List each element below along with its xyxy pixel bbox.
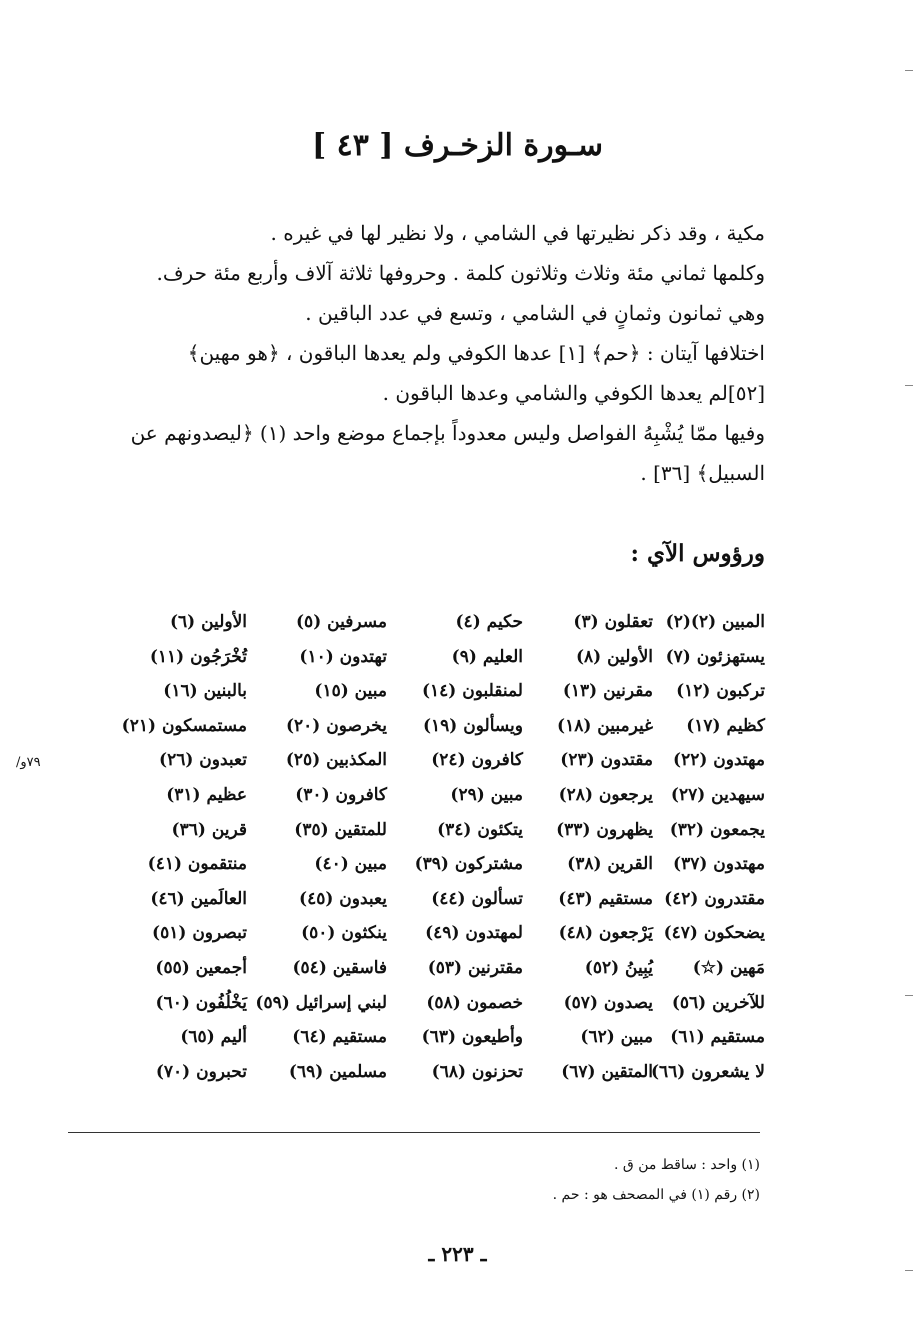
verse-ending: فاسقين (٥٤) <box>292 958 387 978</box>
verse-ending: يصدون (٥٧) <box>563 992 653 1013</box>
verse-ending: مستقيم (٦١) <box>670 1027 765 1048</box>
verse-ending: كافرون (٣٠) <box>295 785 387 805</box>
verse-ending: خصمون (٥٨) <box>426 992 523 1013</box>
intro-paragraph <box>65 213 765 493</box>
verse-ending: تحبرون (٧٠) <box>155 1061 247 1082</box>
verse-ending: وأطيعون (٦٣) <box>421 1027 523 1048</box>
verse-ending: أجمعين (٥٥) <box>155 958 247 978</box>
verse-ending: لا يشعرون (٦٦) <box>650 1061 765 1082</box>
intro-line: وفيها ممّا يُشْبِهُ الفواصل وليس معدوداً بإجماع موضع واحد (١) ﴿ليصدونهم عن <box>130 421 765 445</box>
verse-ending: تهتدون (١٠) <box>299 646 387 667</box>
verse-row <box>0 785 915 819</box>
verse-row <box>0 923 915 957</box>
verse-ending: مهتدون (٣٧) <box>673 854 765 875</box>
verse-ending: للمتقين (٣٥) <box>294 819 387 840</box>
verse-ending: مبين (٦٢) <box>580 1027 653 1048</box>
verse-ending: مقرنين (١٣) <box>562 681 653 702</box>
verse-ending: العليم (٩) <box>451 646 523 667</box>
intro-line: وكلمها ثماني مئة وثلاث وثلاثون كلمة . وحروفها ثلاثة آلاف وأربع مئة حرف. <box>156 261 765 285</box>
verse-ending: يَرْجعون (٤٨) <box>558 923 653 944</box>
verse-ending: يجمعون (٣٢) <box>669 819 765 840</box>
page-number: ـ ٢٢٣ ـ <box>428 1242 487 1266</box>
verse-ending: مبين (٢٩) <box>450 785 523 805</box>
verse-row <box>0 820 915 854</box>
footnote: (١) واحد : ساقط من ق . <box>614 1157 760 1173</box>
intro-line: اختلافها آيتان : ﴿حم﴾ [١] عدها الكوفي ولم يعدها الباقون ، ﴿هو مهين﴾ <box>187 341 765 365</box>
verse-ending: مقتدرون (٤٢) <box>664 888 765 909</box>
verse-ending: غيرمبين (١٨) <box>557 715 653 736</box>
footnote-divider <box>68 1132 760 1133</box>
footnote: (٢) رقم (١) في المصحف هو : حم . <box>552 1187 760 1203</box>
verse-ending: مبين (٤٠) <box>314 854 387 875</box>
verse-ending: يضحكون (٤٧) <box>663 923 765 944</box>
intro-line: السبيل﴾ [٣٦] . <box>640 461 765 485</box>
verse-ending: مستمسكون (٢١) <box>121 715 247 736</box>
verse-ending: تحزنون (٦٨) <box>431 1061 523 1082</box>
verse-ending: عظيم (٣١) <box>166 785 247 805</box>
verse-ending: مقترنين (٥٣) <box>427 958 523 978</box>
verse-row <box>0 612 915 646</box>
verse-ending: لمهتدون (٤٩) <box>425 923 523 944</box>
verse-ending: المكذبين (٢٥) <box>285 750 387 771</box>
verse-row <box>0 681 915 715</box>
verse-ending: لمنقلبون (١٤) <box>421 681 523 702</box>
verses-heading: ورؤوس الآي : <box>630 540 765 567</box>
intro-line: مكية ، وقد ذكر نظيرتها في الشامي ، ولا نظير لها في غيره . <box>270 221 765 245</box>
verse-ending: مسرفين (٥) <box>296 612 387 632</box>
verse-ending: المتقين (٦٧) <box>561 1061 653 1082</box>
edge-mark <box>905 70 913 71</box>
verse-ending: يستهزئون (٧) <box>665 646 765 667</box>
verse-row <box>0 750 915 784</box>
margin-note: /٧٩و <box>16 755 41 770</box>
verse-ending: القرين (٣٨) <box>567 854 653 875</box>
verse-row <box>0 1062 915 1096</box>
verse-ending: مستقيم (٦٤) <box>292 1027 387 1048</box>
verse-row <box>0 1027 915 1061</box>
verse-row <box>0 889 915 923</box>
verse-ending: حكيم (٤) <box>455 612 523 632</box>
verse-row <box>0 647 915 681</box>
verse-ending: يُبِينُ (٥٢) <box>584 958 653 978</box>
verse-ending: تعقلون (٣) <box>573 612 653 632</box>
verse-ending: يرجعون (٢٨) <box>558 785 653 805</box>
verse-ending: مشتركون (٣٩) <box>414 854 523 875</box>
verse-row <box>0 993 915 1027</box>
verse-ending: يظهرون (٣٣) <box>556 819 653 840</box>
verse-row <box>0 854 915 888</box>
verse-row <box>0 716 915 750</box>
verse-ending: يتكئون (٣٤) <box>437 819 523 840</box>
verse-ending: لبني إسرائيل (٥٩) <box>255 992 387 1013</box>
verse-ending: تبصرون (٥١) <box>152 923 247 944</box>
verse-ending: يخرصون (٢٠) <box>285 715 387 736</box>
verse-ending: مهتدون (٢٢) <box>673 750 765 771</box>
verse-ending: ينكثون (٥٠) <box>301 923 387 944</box>
verse-ending: الأولين (٦) <box>169 612 247 632</box>
verse-ending: كظيم (١٧) <box>686 715 765 736</box>
intro-line: [٥٢]لم يعدها الكوفي والشامي وعدها الباقون . <box>382 381 765 405</box>
verse-ending: مقتدون (٢٣) <box>560 750 653 771</box>
verse-ending: تسألون (٤٤) <box>431 888 523 909</box>
verse-ending: تُخْرَجُون (١١) <box>149 646 247 667</box>
verse-ending: يَخْلُفُون (٦٠) <box>155 992 247 1013</box>
edge-mark <box>905 385 913 386</box>
verse-ending: قرين (٣٦) <box>171 819 247 840</box>
verse-ending: سيهدين (٢٧) <box>670 785 765 805</box>
verse-ending: كافرون (٢٤) <box>431 750 523 771</box>
verse-ending: مبين (١٥) <box>314 681 387 702</box>
edge-mark <box>905 995 913 996</box>
verse-ending: بالبنين (١٦) <box>163 681 247 702</box>
verse-ending: مسلمين (٦٩) <box>288 1061 387 1082</box>
verse-ending: المبين (٢)(٢) <box>665 612 765 632</box>
verse-ending: يعبدون (٤٥) <box>299 888 387 909</box>
verse-ending: العالَمين (٤٦) <box>150 888 247 909</box>
verse-ending: مَهين (☆) <box>692 958 765 978</box>
verse-ending: أليم (٦٥) <box>180 1027 247 1048</box>
verse-ending: منتقمون (٤١) <box>147 854 247 875</box>
verse-row <box>0 958 915 992</box>
verse-ending: تركبون (١٢) <box>676 681 765 702</box>
verse-ending: مستقيم (٤٣) <box>558 888 653 909</box>
verse-ending: ويسألون (١٩) <box>422 715 523 736</box>
verse-ending: تعبدون (٢٦) <box>159 750 247 771</box>
edge-mark <box>905 1270 913 1271</box>
verse-ending: للآخرين (٥٦) <box>671 992 765 1013</box>
footnotes <box>553 1150 760 1210</box>
intro-line: وهي ثمانون وثمانٍ في الشامي ، وتسع في عدد الباقين . <box>305 301 765 325</box>
page-title: سـورة الزخـرف [ ٤٣ ] <box>311 128 604 163</box>
verse-ending: الأولين (٨) <box>575 646 653 667</box>
